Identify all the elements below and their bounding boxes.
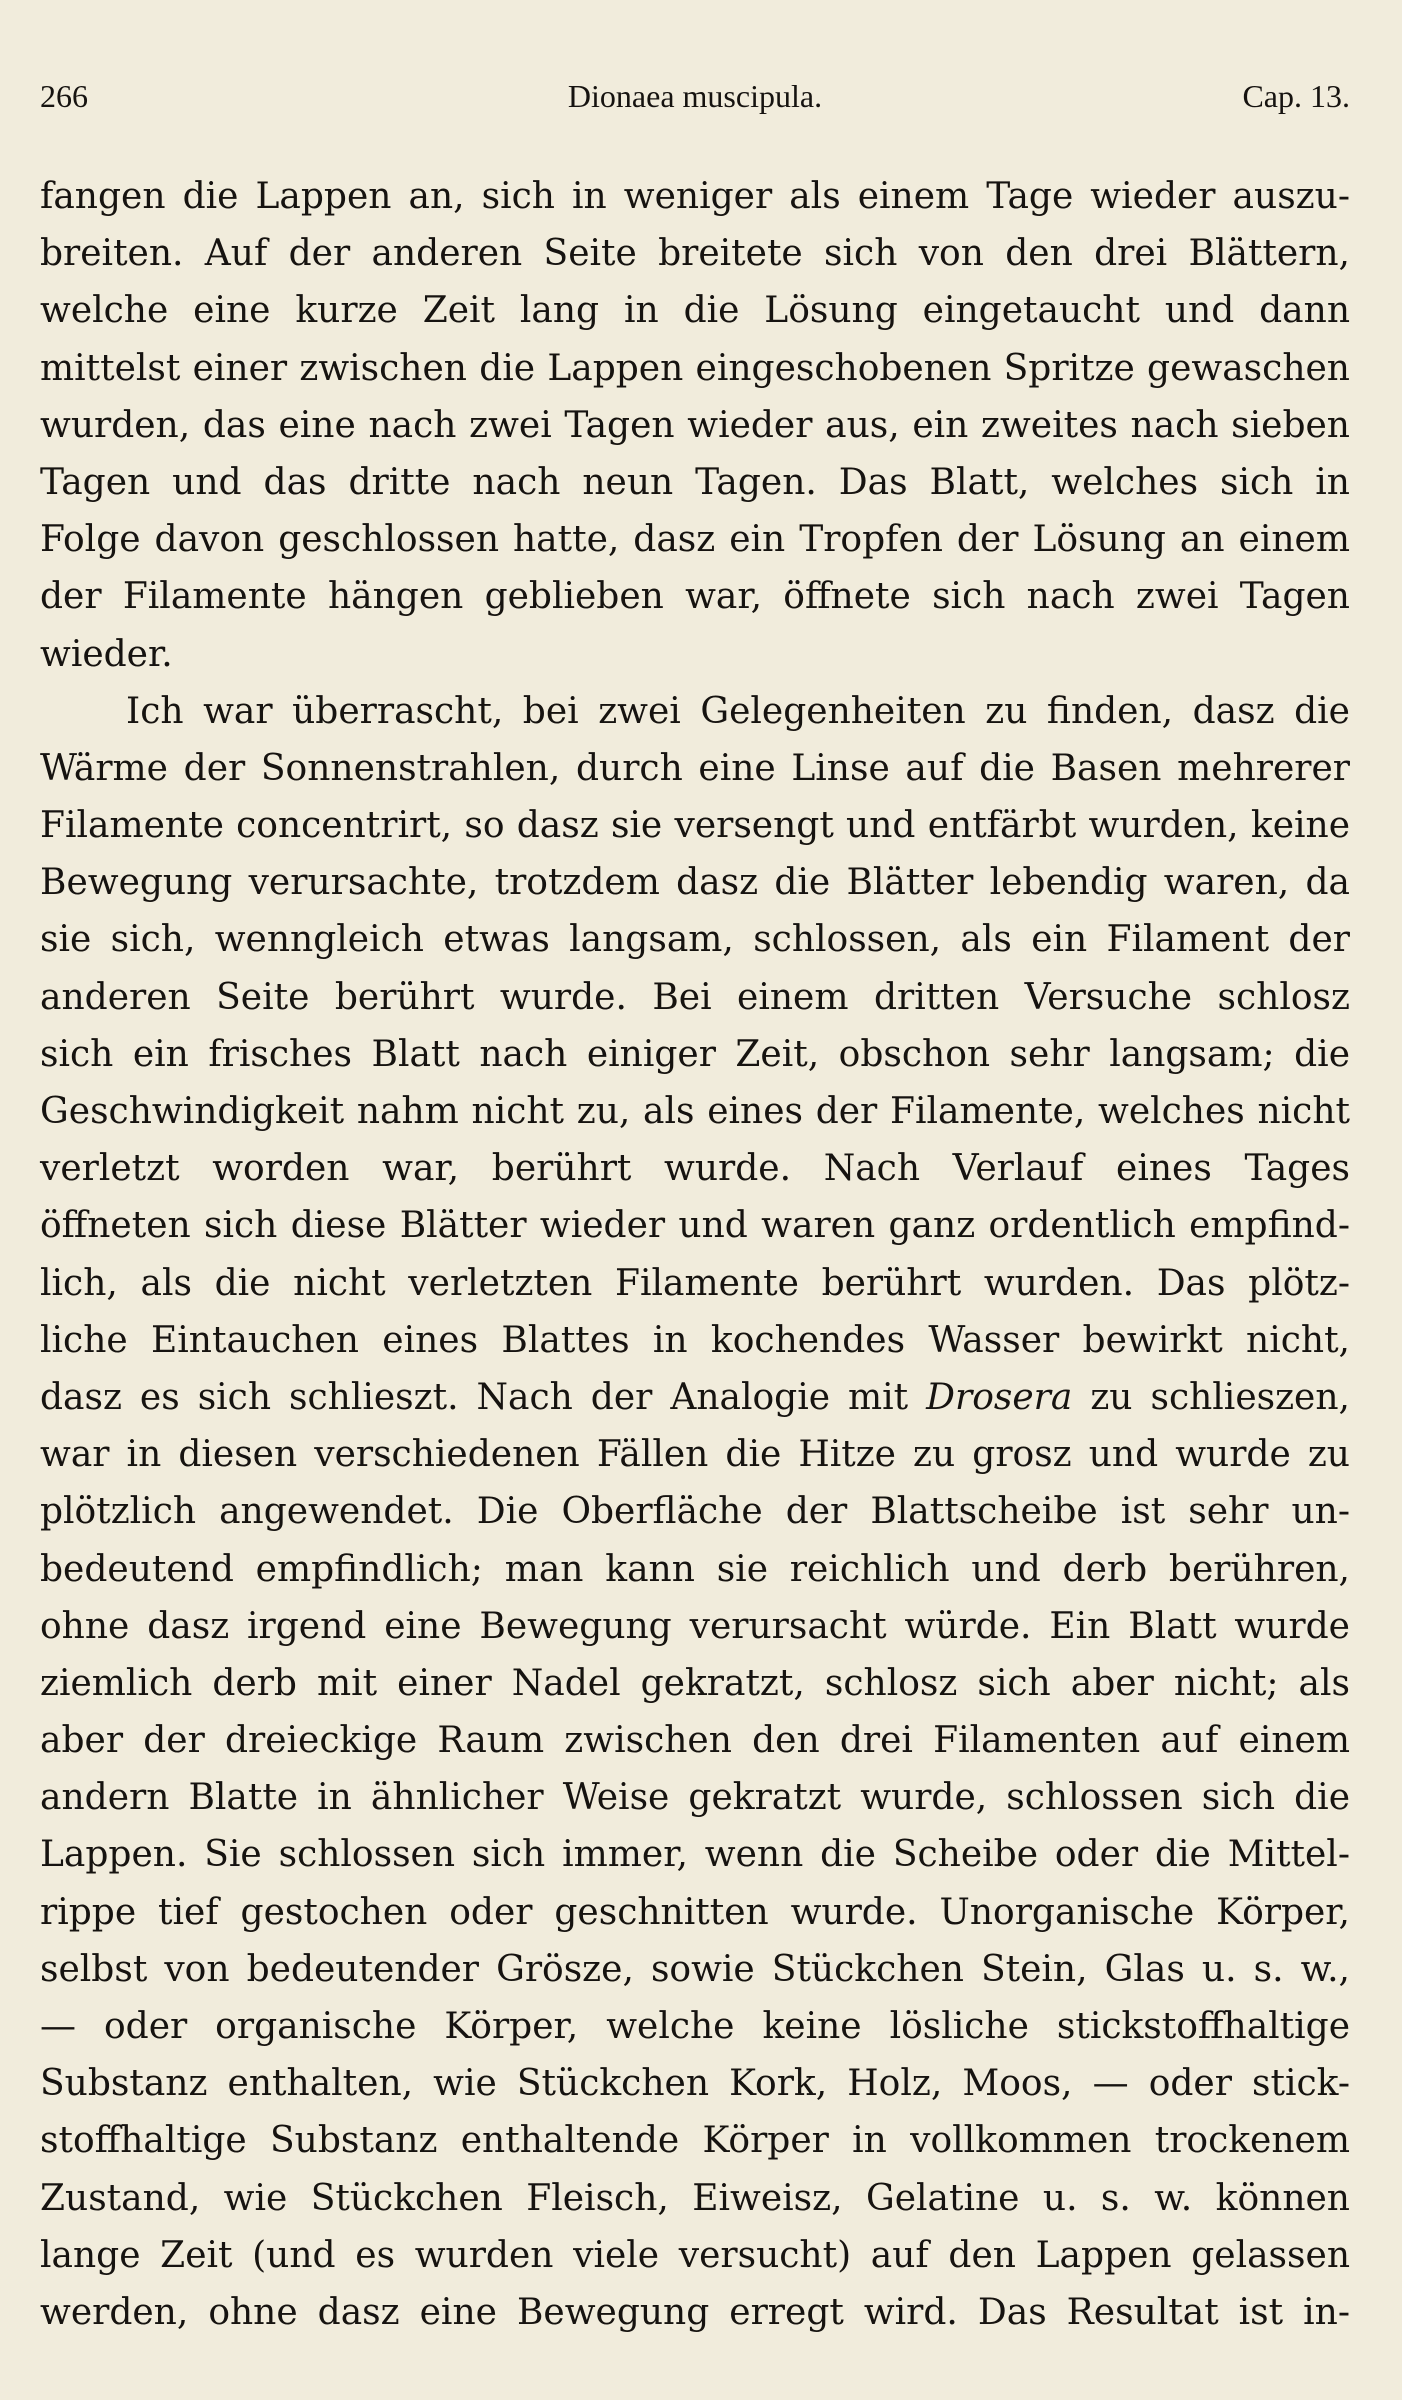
text-line: rippe tief gestochen oder geschnitten wurde. Unorganische Körper, — [40, 1891, 1350, 1933]
text-line: ohne dasz irgend eine Bewegung verursacht würde. Ein Blatt wurde — [40, 1605, 1350, 1647]
text-line: mittelst einer zwischen die Lappen eingeschobenen Spritze gewaschen — [40, 347, 1350, 389]
text-line: Zustand, wie Stückchen Fleisch, Eiweisz, Gelatine u. s. w. können — [40, 2177, 1350, 2219]
text-line: Filamente concentrirt, so dasz sie versengt und entfärbt wurden, keine — [40, 805, 1350, 847]
text-line: lich, als die nicht verletzten Filamente berührt wurden. Das plötz- — [40, 1262, 1350, 1304]
text-line: breiten. Auf der anderen Seite breitete sich von den drei Blättern, — [40, 233, 1350, 275]
species-name-italic: Drosera — [926, 1376, 1073, 1418]
text-line: wurden, das eine nach zwei Tagen wieder aus, ein zweites nach sieben — [40, 404, 1350, 446]
text-line: liche Eintauchen eines Blattes in kochendes Wasser bewirkt nicht, — [40, 1319, 1350, 1361]
text-line: bedeutend empfindlich; man kann sie reichlich und derb berühren, — [40, 1548, 1350, 1590]
text-line: — oder organische Körper, welche keine lösliche stickstoffhaltige — [40, 2006, 1350, 2047]
text-line: sie sich, wenngleich etwas langsam, schlossen, als ein Filament der — [40, 919, 1350, 961]
text-line: ziemlich derb mit einer Nadel gekratzt, schlosz sich aber nicht; als — [40, 1662, 1350, 1704]
text-line: Geschwindigkeit nahm nicht zu, als eines der Filamente, welches nicht — [40, 1091, 1350, 1132]
running-head — [40, 78, 1350, 134]
text-line: andern Blatte in ähnlicher Weise gekratzt wurde, schlossen sich die — [40, 1777, 1350, 1819]
text-line-with-italic — [40, 1369, 1350, 1426]
text-line: Bewegung verursachte, trotzdem dasz die Blätter lebendig waren, da — [40, 862, 1350, 904]
text-line: fangen die Lappen an, sich in weniger als einem Tage wieder auszu- — [40, 176, 1350, 217]
chapter-label: Cap. 13. — [1242, 78, 1350, 114]
text-line: öffneten sich diese Blätter wieder und waren ganz ordentlich empfind- — [40, 1205, 1350, 1247]
text-line: der Filamente hängen geblieben war, öffnete sich nach zwei Tagen — [40, 576, 1350, 618]
text-line: Wärme der Sonnenstrahlen, durch eine Linse auf die Basen mehrerer — [40, 747, 1350, 789]
text-line: selbst von bedeutender Grösze, sowie Stückchen Stein, Glas u. s. w., — [40, 1948, 1350, 1990]
text-line: verletzt worden war, berührt wurde. Nach Verlauf eines Tages — [40, 1148, 1350, 1190]
text-line: anderen Seite berührt wurde. Bei einem dritten Versuche schlosz — [40, 976, 1350, 1018]
page-number: 266 — [40, 78, 88, 114]
text-line: aber der dreieckige Raum zwischen den drei Filamenten auf einem — [40, 1720, 1350, 1762]
body-text — [40, 168, 1350, 2341]
text-line: werden, ohne dasz eine Bewegung erregt wird. Das Resultat ist in- — [40, 2291, 1350, 2333]
text-line: stoffhaltige Substanz enthaltende Körper in vollkommen trockenem — [40, 2120, 1350, 2162]
text-segment: zu schlieszen, — [1090, 1376, 1350, 1418]
text-line: Lappen. Sie schlossen sich immer, wenn die Scheibe oder die Mittel- — [40, 1834, 1350, 1876]
paragraph-end-line: wieder. — [40, 633, 173, 675]
text-line: plötzlich angewendet. Die Oberfläche der Blattscheibe ist sehr un- — [40, 1491, 1350, 1533]
text-line: lange Zeit (und es wurden viele versucht) auf den Lappen gelassen — [40, 2234, 1350, 2276]
text-line: Tagen und das dritte nach neun Tagen. Das Blatt, welches sich in — [40, 461, 1350, 503]
text-line: war in diesen verschiedenen Fällen die Hitze zu grosz und wurde zu — [40, 1434, 1350, 1476]
text-segment: dasz es sich schlieszt. Nach der Analogie mit — [40, 1376, 909, 1418]
text-line: sich ein frisches Blatt nach einiger Zeit, obschon sehr langsam; die — [40, 1033, 1350, 1075]
text-line: welche eine kurze Zeit lang in die Lösung eingetaucht und dann — [40, 290, 1350, 332]
running-title: Dionaea muscipula. — [567, 78, 823, 114]
text-line: Folge davon geschlossen hatte, dasz ein Tropfen der Lösung an einem — [40, 519, 1350, 561]
text-line: Substanz enthalten, wie Stückchen Kork, Holz, Moos, — oder stick- — [40, 2063, 1350, 2105]
paragraph-start-line: Ich war überrascht, bei zwei Gelegenheiten zu finden, dasz die — [126, 690, 1350, 732]
